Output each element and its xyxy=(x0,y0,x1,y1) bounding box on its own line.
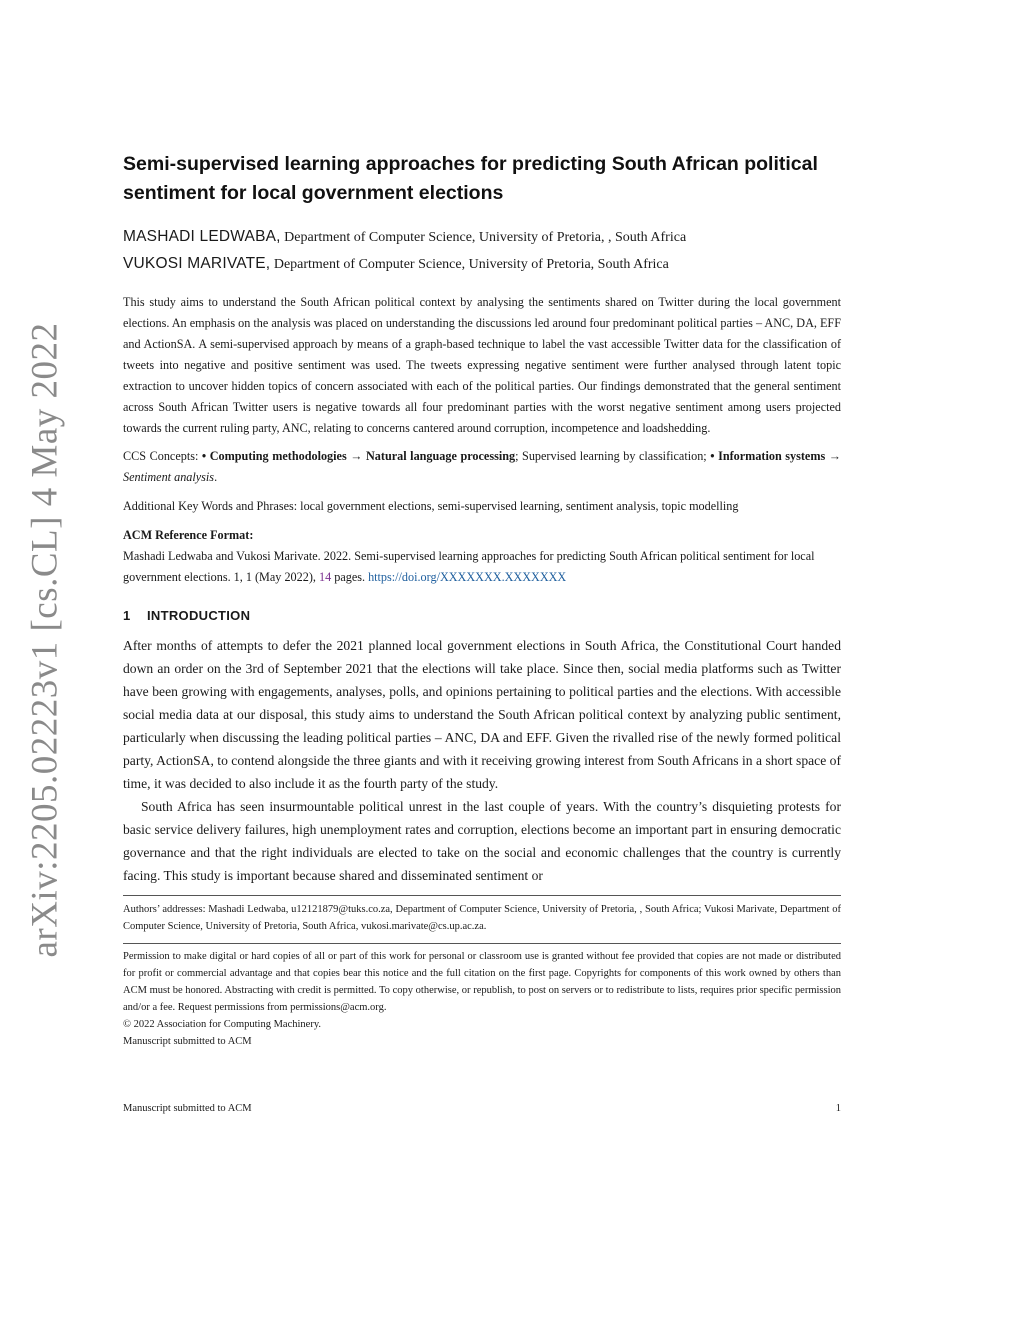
reference-format xyxy=(123,546,841,588)
footer-left: Manuscript submitted to ACM xyxy=(123,1103,252,1114)
author-block xyxy=(123,224,841,278)
ccs-concept-information-systems: Information systems xyxy=(718,449,826,463)
author-line xyxy=(123,251,841,278)
ccs-label: CCS Concepts: xyxy=(123,449,202,463)
page-footer xyxy=(123,1100,841,1117)
page-count: 14 xyxy=(318,570,332,584)
section-number: 1 xyxy=(123,608,131,623)
author-affiliation: Department of Computer Science, University of Pretoria, , South Africa xyxy=(280,230,687,245)
ccs-concepts xyxy=(123,446,841,488)
page-number: 1 xyxy=(835,1103,841,1114)
ccs-bullet: • xyxy=(201,449,210,463)
author-name: VUKOSI MARIVATE, xyxy=(123,255,271,272)
ccs-bullet: • xyxy=(710,449,719,463)
body-paragraph: After months of attempts to defer the 2021 planned local government elections in South Africa, the Constitutional Court handed down an order on the 3rd of September 2021 that the elections will take place. Since then, social media platforms such as Twitter have been growing with engagements, analyses, polls, and opinions pertaining to political parties and the elections. With accessible social media data at our disposal, this study aims to understand the South African political context by analyzing public sentiment, particularly when discussing the leading political parties – ANC, DA and EFF. Given the rivalled rise of the newly formed political party, ActionSA, to contend alongside the three giants and with it receiving growing interest from South Africans in a short space of time, it was decided to also include it as the fourth party of the study. xyxy=(123,638,841,791)
manuscript-note: Manuscript submitted to ACM xyxy=(123,1036,252,1047)
permission-notice: Permission to make digital or hard copies of all or part of this work for personal or classroom use is granted without fee provided that copies are not made or distributed for profit or commercial advantage and that copies bear this notice and the full citation on the first page. Copyrights for components of this work owned by others than ACM must be honored. Abstracting with credit is permitted. To copy otherwise, or republish, to post on servers or to redistribute to lists, requires prior specific permission and/or a fee. Request permissions from permissions@acm.org. xyxy=(123,951,841,1013)
ccs-concept-computing: Computing methodologies → Natural language processing xyxy=(209,449,516,463)
ccs-concept-sentiment: Sentiment analysis xyxy=(123,470,215,484)
ccs-concept-supervised: ; Supervised learning by classification; xyxy=(515,449,711,463)
section-title: INTRODUCTION xyxy=(147,608,251,623)
section-heading xyxy=(123,606,841,626)
copyright-notice: © 2022 Association for Computing Machinery. xyxy=(123,1019,322,1030)
ccs-arrow: → xyxy=(825,449,841,463)
author-line xyxy=(123,224,841,251)
reference-heading: ACM Reference Format: xyxy=(123,528,254,542)
footnote-divider xyxy=(123,895,841,896)
author-name: MASHADI LEDWABA, xyxy=(123,228,281,245)
body-paragraph: South Africa has seen insurmountable political unrest in the last couple of years. With the country’s disquieting protests for basic service delivery failures, high unemployment rates and corruption, elections become an important part in ensuring democratic governance and that the right individuals are elected to take on the social and economic challenges that the country is currently facing. This study is important because shared and disseminated sentiment or xyxy=(123,799,841,883)
authors-addresses-footnote: Authors’ addresses: Mashadi Ledwaba, u12121879@tuks.co.za, Department of Computer Science, University of Pretoria, , South Africa; Vukosi Marivate, Department of Computer Science, University of Pretoria, South Africa, vukosi.marivate@cs.up.ac.za. xyxy=(123,904,841,932)
ccs-period: . xyxy=(214,470,218,484)
keywords: Additional Key Words and Phrases: local government elections, semi-supervised learning, sentiment analysis, topic modelling xyxy=(123,499,739,513)
author-affiliation: Department of Computer Science, University of Pretoria, South Africa xyxy=(270,257,669,272)
reference-pages-suffix: pages. xyxy=(331,570,369,584)
paper-content xyxy=(123,150,841,1050)
abstract: This study aims to understand the South African political context by analysing the sentiments shared on Twitter during the local government elections. An emphasis on the analysis was placed on understanding the discussions led around four predominant political parties – ANC, DA, EFF and ActionSA. A semi-supervised approach by means of a graph-based technique to label the vast accessible Twitter data for the classification of tweets into negative and positive sentiment was used. The tweets expressing negative sentiment were further analysed through latent topic extraction to uncover hidden topics of concern associated with each of the political parties. Our findings demonstrated that the general sentiment across South African Twitter users is negative towards all four predominant parties with the worst negative sentiment among users projected towards the current ruling party, ANC, relating to concerns cantered around corruption, incompetence and loadshedding. xyxy=(123,295,841,435)
paper-title: Semi-supervised learning approaches for predicting South African political sentiment for local government elections xyxy=(123,153,818,204)
permission-divider xyxy=(123,943,841,944)
arxiv-stamp: arXiv:2205.02223v1 [cs.CL] 4 May 2022 xyxy=(24,322,66,958)
doi-link[interactable]: https://doi.org/XXXXXXX.XXXXXXX xyxy=(368,570,567,584)
reference-text: Mashadi Ledwaba and Vukosi Marivate. 2022. Semi-supervised learning approaches for predicting South African political sentiment for local government elections. 1, 1 (May 2022), xyxy=(123,549,815,584)
